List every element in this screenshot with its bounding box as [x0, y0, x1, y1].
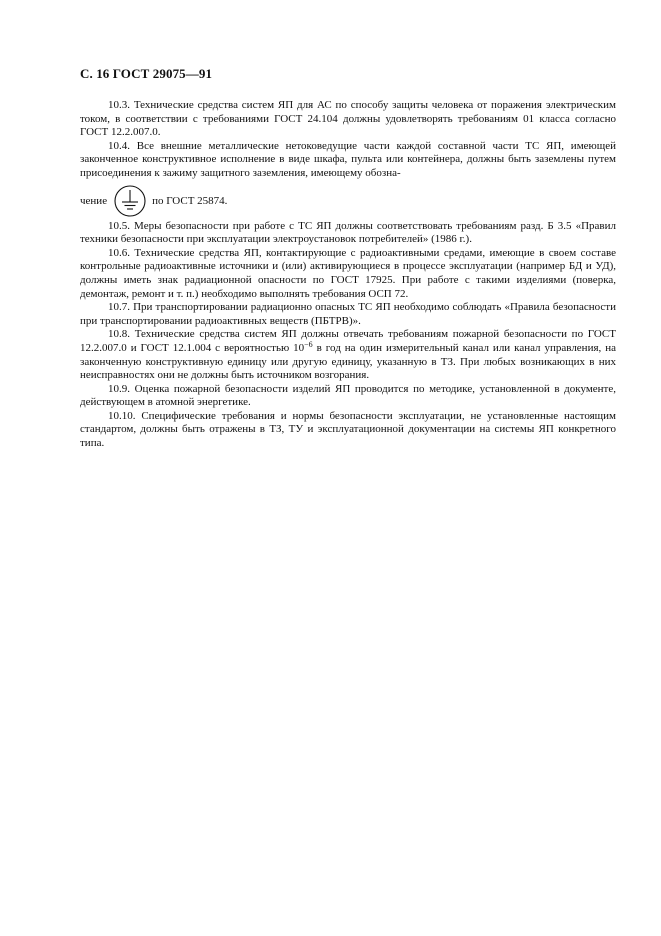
paragraph-10-4-ending	[80, 183, 616, 219]
paragraph-10-10: 10.10. Специфические требования и нормы безопасности эксплуатации, не установленные настоящим стандартом, должны быть отражены в ТЗ, ТУ и эксплуатационной документации на системы ЯП конкретного типа.	[80, 409, 616, 450]
paragraph-10-7: 10.7. При транспортировании радиационно опасных ТС ЯП необходимо соблюдать «Правила безопасности при транспортировании радиоактивных веществ (ПБТРВ)».	[80, 301, 616, 327]
paragraph-10-9: 10.9. Оценка пожарной безопасности изделий ЯП проводится по методике, установленной в документе, действующем в атомной энергетике.	[80, 382, 616, 409]
paragraph-10-4-word: чение	[80, 194, 108, 207]
paragraph-10-4: 10.4. Все внешние металлические нетоковедущие части каждой составной части ТС ЯП, имеющей законченное конструктивное исполнение в виде шкафа, пульта или контейнера, должны быть заземлены путем присоединения к зажиму защитного заземления, имеющему обозна-	[80, 139, 616, 179]
page-header: С. 16 ГОСТ 29075—91	[80, 66, 213, 81]
paragraph-10-6: 10.6. Технические средства ЯП, контактирующие с радиоактивными средами, имеющие в своем составе контрольные радиоактивные источники и (или) активирующиеся в процессе эксплуатации (например БД и УД), должны иметь знак радиационной опасности по ГОСТ 17925. При работе с такими изделиями (поверка, демонтаж, ремонт и т. п.) необходимо выполнять требования ОСП 72.	[80, 246, 616, 300]
paragraph-10-5: 10.5. Меры безопасности при работе с ТС ЯП должны соответствовать требованиям разд. Б 3.5 «Правил техники безопасности при эксплуатации электроустановок потребителей» (1986 г.).	[80, 219, 616, 246]
document-page	[80, 66, 616, 451]
paragraph-10-3: 10.3. Технические средства систем ЯП для АС по способу защиты человека от поражения электрическим током, в соответствии с требованиями ГОСТ 24.104 должны удовлетворять требованиям 01 класса согласно ГОСТ 12.2.007.0.	[80, 99, 616, 139]
paragraph-10-8	[80, 328, 616, 382]
protective-earth-icon	[113, 184, 147, 218]
probability-exponent: −6	[304, 339, 313, 349]
paragraph-10-8-end: в год на один измерительный канал или канал управления, на законченную конструктивную единицу или другую единицу, указанную в ТЗ. При любых возникающих в них неисправностях они не должны быть источником возгорания.	[80, 341, 616, 382]
paragraph-10-4-reference: по ГОСТ 25874.	[152, 194, 228, 207]
paragraph-10-8-start: 10.8. Технические средства систем ЯП должны отвечать требованиям пожарной безопасности по ГОСТ 12.2.007.0 и ГОСТ 12.1.004 с вероятностью 10	[80, 328, 616, 354]
